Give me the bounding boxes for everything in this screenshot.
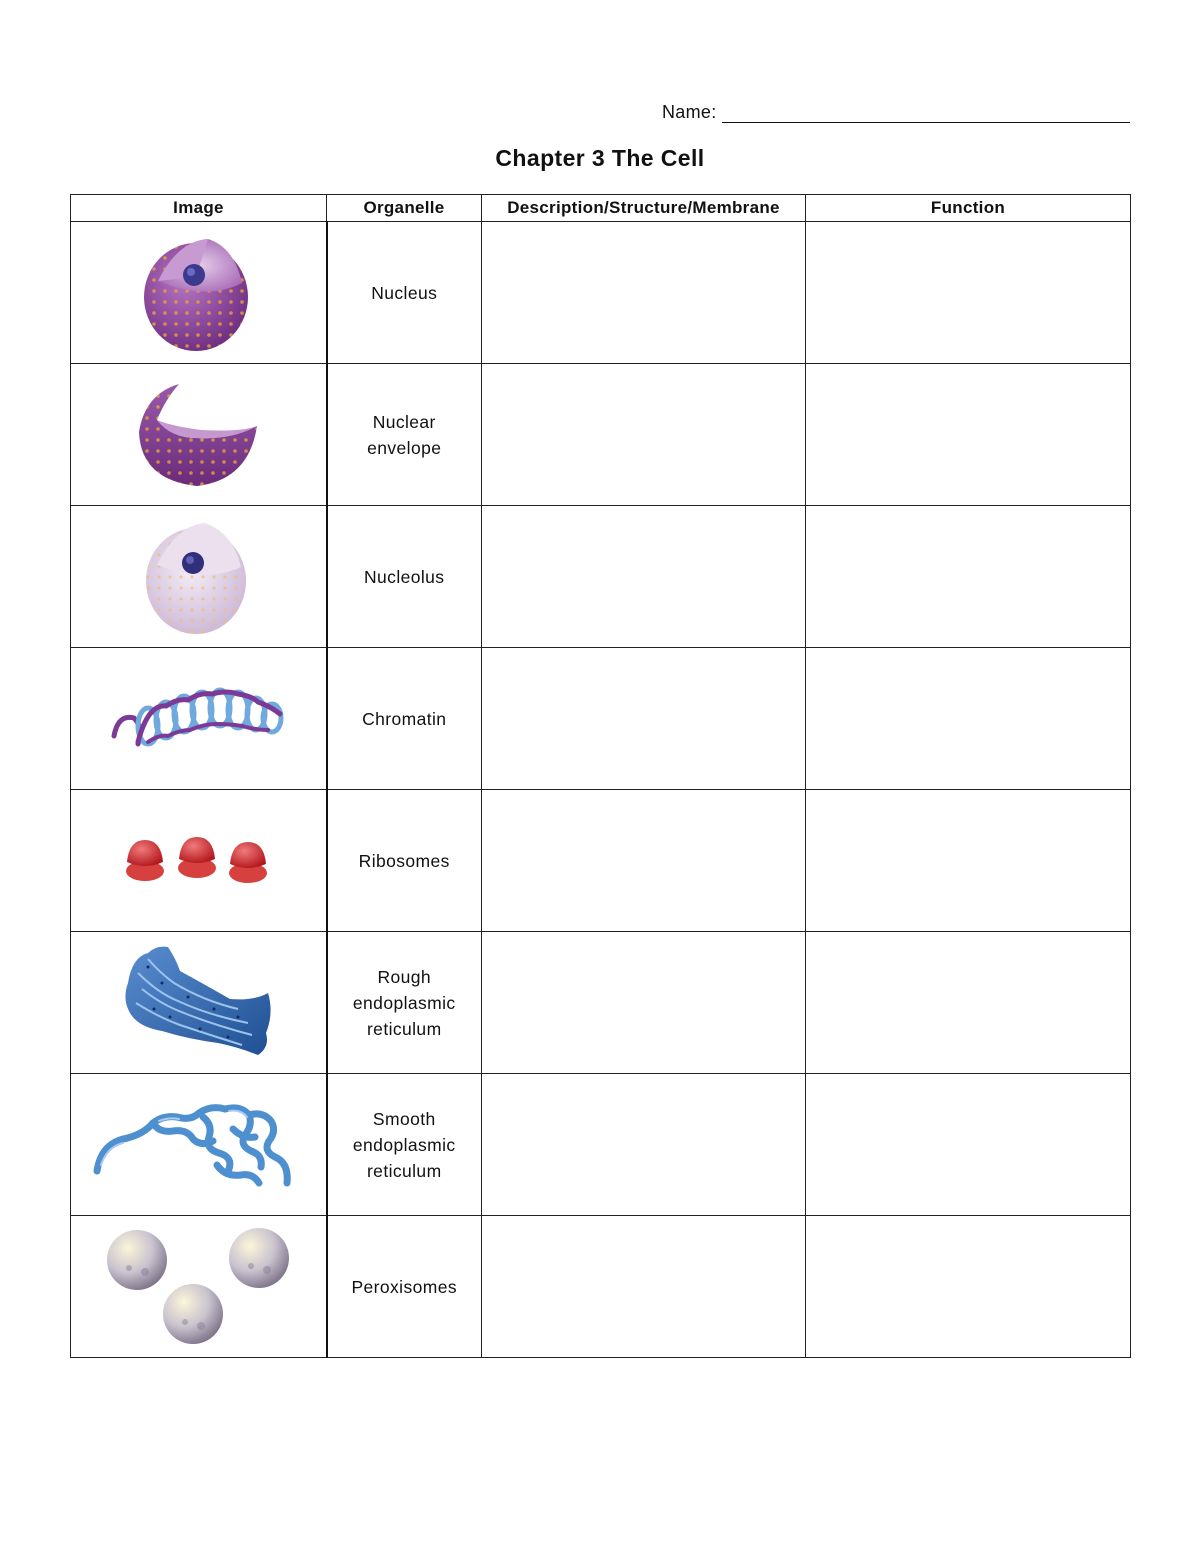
function-cell[interactable]: [806, 648, 1131, 790]
name-label: Name:: [662, 102, 717, 122]
image-cell: [71, 222, 327, 364]
column-header-image: Image: [71, 195, 327, 222]
image-cell: [71, 648, 327, 790]
description-cell[interactable]: [482, 1216, 806, 1358]
image-cell: [71, 790, 327, 932]
function-cell[interactable]: [806, 222, 1131, 364]
description-cell[interactable]: [482, 648, 806, 790]
column-header-organelle: Organelle: [327, 195, 482, 222]
table-row: [71, 648, 1131, 790]
organelle-name: Rough endoplasmic reticulum: [327, 932, 482, 1074]
organelle-name: Nucleus: [327, 222, 482, 364]
function-cell[interactable]: [806, 1216, 1131, 1358]
description-cell[interactable]: [482, 932, 806, 1074]
image-cell: [71, 506, 327, 648]
description-cell[interactable]: [482, 790, 806, 932]
organelle-name: Smooth endoplasmic reticulum: [327, 1074, 482, 1216]
table-row: [71, 1216, 1131, 1358]
chromatin-icon: [108, 684, 288, 754]
table-row: [71, 364, 1131, 506]
table-row: [71, 790, 1131, 932]
description-cell[interactable]: [482, 1074, 806, 1216]
table-row: [71, 932, 1131, 1074]
organelle-name: Nuclear envelope: [327, 364, 482, 506]
description-cell[interactable]: [482, 364, 806, 506]
organelle-name: Chromatin: [327, 648, 482, 790]
function-cell[interactable]: [806, 506, 1131, 648]
table-header-row: [71, 195, 1131, 222]
organelle-name: Ribosomes: [327, 790, 482, 932]
smooth-er-icon: [93, 1095, 303, 1195]
rough-er-icon: [118, 943, 278, 1063]
table-row: [71, 222, 1131, 364]
page-title: Chapter 3 The Cell: [495, 145, 705, 171]
function-cell[interactable]: [806, 790, 1131, 932]
nuclear-envelope-icon: [131, 380, 265, 490]
nucleolus-icon: [143, 517, 253, 637]
description-cell[interactable]: [482, 506, 806, 648]
image-cell: [71, 1074, 327, 1216]
function-cell[interactable]: [806, 364, 1131, 506]
column-header-function: Function: [806, 195, 1131, 222]
image-cell: [71, 932, 327, 1074]
organelle-name: Peroxisomes: [327, 1216, 482, 1358]
function-cell[interactable]: [806, 932, 1131, 1074]
function-cell[interactable]: [806, 1074, 1131, 1216]
image-cell: [71, 364, 327, 506]
organelle-table: [70, 194, 1131, 1358]
table-row: [71, 1074, 1131, 1216]
peroxisomes-icon: [105, 1228, 291, 1346]
ribosomes-icon: [123, 834, 273, 888]
name-field[interactable]: [722, 122, 1130, 123]
organelle-name: Nucleolus: [327, 506, 482, 648]
column-header-description: Description/Structure/Membrane: [482, 195, 806, 222]
nucleus-icon: [138, 231, 258, 355]
description-cell[interactable]: [482, 222, 806, 364]
image-cell: [71, 1216, 327, 1358]
table-row: [71, 506, 1131, 648]
